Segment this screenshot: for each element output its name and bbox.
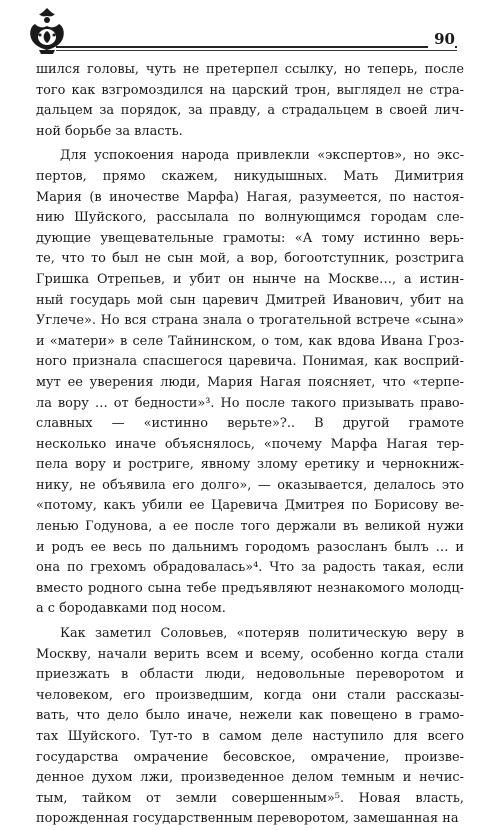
- text-line: ленью Годунова, а ее после того держали въ великой нужи: [36, 519, 464, 535]
- header-rule: [56, 46, 457, 48]
- text-line: пела вору и ростриге, явному злому еретику и чернокниж-: [36, 457, 464, 473]
- text-line: порожденная государственным переворотом, замешанная на: [36, 811, 459, 827]
- text-line: нику, не объявила его долго», — оказывается, делалось это: [36, 477, 464, 493]
- text-line: приезжать в области люди, недовольные переворотом и: [36, 667, 464, 683]
- paragraph: [36, 146, 464, 620]
- text-line: пертов, прямо скажем, никудышных. Мать Димитрия: [36, 168, 464, 184]
- text-line: Для успокоения народа привлекли «экспертов», но экс-: [60, 148, 464, 164]
- text-line: шился головы, чуть не претерпел ссылку, но теперь, после: [36, 62, 464, 77]
- text-line: денное духом лжи, произведенное делом темным и нечис-: [36, 770, 464, 786]
- text-line: несколько иначе объяснялось, «почему Марфа Нагая тер-: [36, 436, 464, 452]
- text-line: Москву, начали верить всем и всему, особенно когда стали: [36, 646, 464, 662]
- text-line: вместо родного сына тебе предъявляют незнакомого молодц-: [36, 580, 464, 596]
- text-line: вать, что дело было иначе, нежели как повещено в грамо-: [36, 708, 464, 724]
- text-line: человеком, его произведшим, когда они стали рассказы-: [36, 687, 464, 703]
- paragraph: [36, 60, 464, 142]
- paragraph: [36, 624, 464, 830]
- text-line: те, что то был не сын мой, а вор, богоотступник, розстрига: [36, 251, 464, 267]
- text-line: тым, тайком от земли совершенным»⁵. Новая власть,: [36, 790, 464, 806]
- text-line: славных — «истинно верьте»?.. В другой грамоте: [36, 416, 464, 432]
- text-line: государства омрачение бесовское, омрачение, произве-: [36, 749, 464, 765]
- text-line: ного признала спасшегося царевича. Понимая, как восприй-: [36, 354, 464, 370]
- text-line: ной борьбе за власть.: [36, 123, 183, 139]
- text-line: она по грехомъ обрадовалась»⁴. Что за радость такая, если: [36, 560, 464, 576]
- text-line: «потому, какъ убили ее Царевича Дмитрея по Борисову ве-: [36, 498, 464, 514]
- text-line: нию Шуйского, рассылала по волнующимся городам сле-: [36, 210, 464, 226]
- decorative-vignette-icon: [25, 6, 69, 56]
- text-line: дальцем за порядок, за правду, а страдальцем в своей лич-: [36, 103, 464, 119]
- text-line: а с бородавками под носом.: [36, 601, 226, 617]
- text-line: Гришка Отрепьев, и убит он нынче на Москве…, а истин-: [36, 271, 464, 287]
- text-line: ла вору … от бедности»³. Но после такого призывать право-: [36, 395, 464, 411]
- text-line: тах Шуйского. Тут-то в самом деле наступило для всего: [36, 729, 464, 744]
- text-line: Углече». Но вся страна знала о трогательной встрече «сына»: [36, 313, 464, 329]
- text-line: ный государь мой сын царевич Дмитрей Иванович, убит на: [36, 292, 464, 308]
- page-number: 90: [428, 30, 455, 48]
- header-rule-thin: [56, 50, 457, 51]
- text-line: и «матери» в селе Тайнинском, о том, как вдова Ивана Гроз-: [36, 333, 464, 349]
- text-line: мут ее уверения люди, Мария Нагая поясняет, что «терпе-: [36, 374, 464, 390]
- body-text: [36, 60, 464, 830]
- text-line: Мария (в иночестве Марфа) Нагая, разумеется, по настоя-: [36, 189, 464, 205]
- text-line: Как заметил Соловьев, «потеряв политическую веру в: [60, 626, 464, 642]
- text-line: того как взгромоздился на царский трон, выглядел не стра-: [36, 82, 464, 98]
- text-line: дующие увещевательные грамоты: «А тому истинно верь-: [36, 230, 464, 246]
- text-line: и родъ ее весь по дальнимъ городомъ разосланъ былъ … и: [36, 539, 464, 555]
